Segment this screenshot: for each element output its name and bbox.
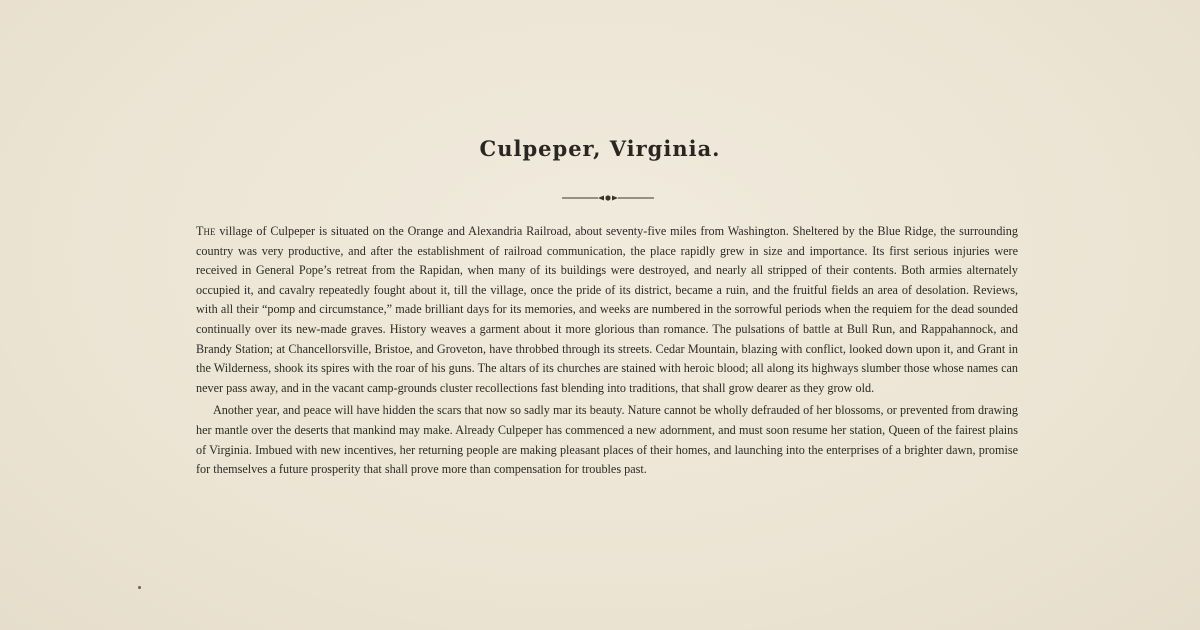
page-title: Culpeper, Virginia.	[479, 136, 721, 161]
divider-ornament	[560, 191, 656, 205]
body-text	[196, 222, 1018, 480]
paragraph-1-lead: The	[196, 224, 216, 238]
paragraph-1-text: village of Culpeper is situated on the Orange and Alexandria Railroad, about seventy-five miles from Washington. Sheltered by the Blue Ridge, the surrounding country was very productive, and after the establishment of railroad communication, the place rapidly grew in size and importance. Its first serious injuries were received in General Pope’s retreat from the Rapidan, when many of its buildings were destroyed, and nearly all stripped of their contents. Both armies alternately occupied it, and cavalry repeatedly fought about it, till the village, once the pride of its district, became a ruin, and the fruitful fields an area of desolation. Reviews, with all their “pomp and circumstance,” made brilliant days for its memories, and weeks are numbered in the sorrowful periods when the requiem for the dead sounded continually over its new-made graves. History weaves a garment about it more glorious than romance. The pulsations of battle at Bull Run, and Rappahannock, and Brandy Station; at Chancellorsville, Bristoe, and Groveton, have throbbed through its streets. Cedar Mountain, blazing with conflict, looked down upon it, and Grant in the Wilderness, shook its spires with the roar of his guns. The altars of its churches are stained with heroic blood; all along its highways slumber those whose names can never pass away, and in the vacant camp-grounds cluster recollections fast blending into traditions, that shall grow dearer as they grow old.	[196, 224, 1018, 395]
paper-speck	[138, 586, 141, 589]
paragraph-1	[196, 222, 1018, 398]
paragraph-2: Another year, and peace will have hidden the scars that now so sadly mar its beauty. Nature cannot be wholly defrauded of her blossoms, or prevented from drawing her mantle over the deserts that mankind may make. Already Culpeper has commenced a new adornment, and must soon resume her station, Queen of the fairest plains of Virginia. Imbued with new incentives, her returning people are making pleasant places of their homes, and launching into the enterprises of a brighter dawn, promise for themselves a future prosperity that shall prove more than compensation for troubles past.	[196, 403, 1018, 477]
